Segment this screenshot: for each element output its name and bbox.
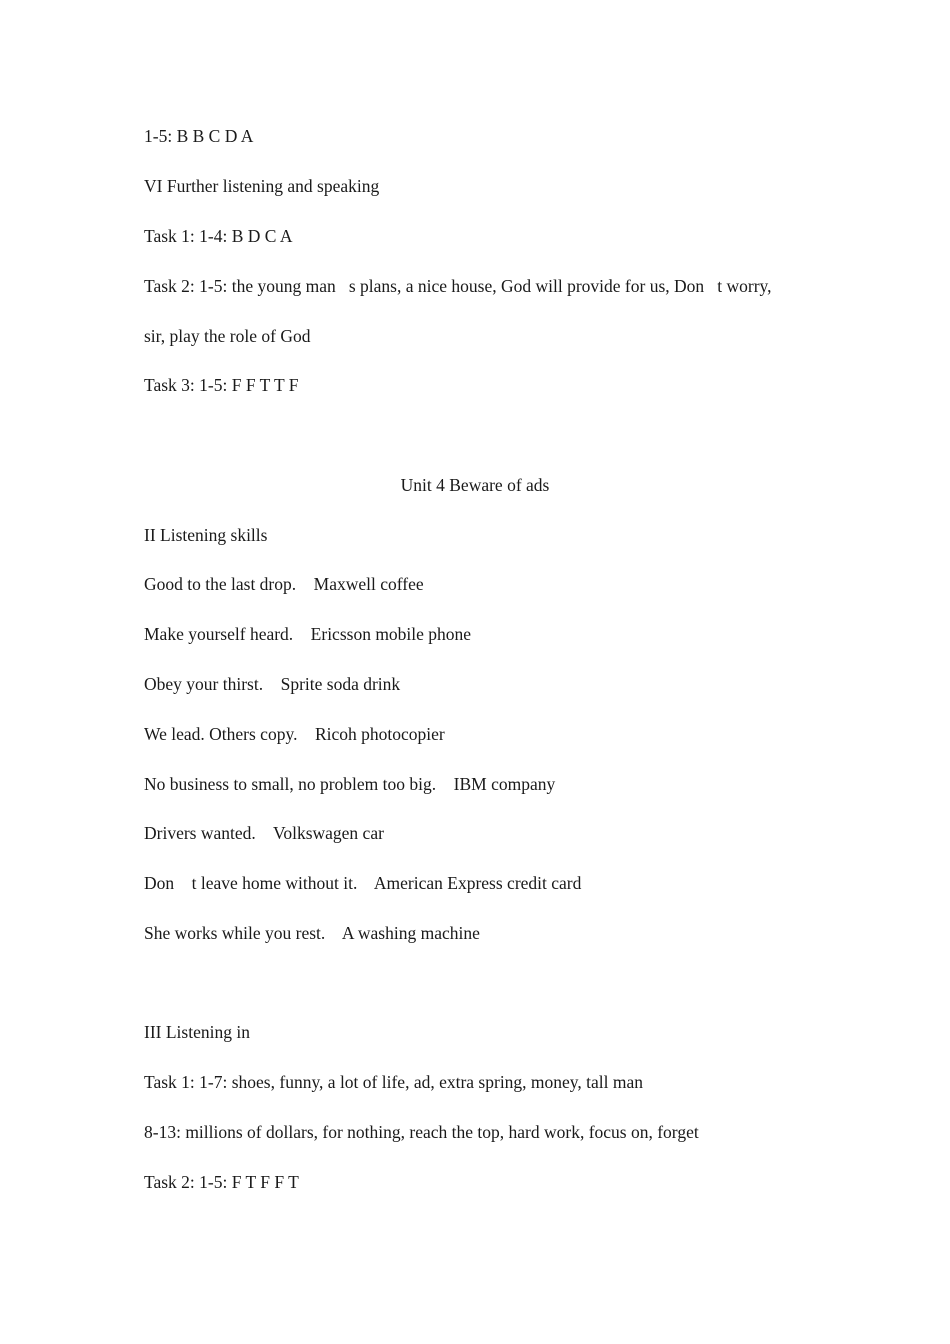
slogan-line: Drivers wanted. Volkswagen car <box>144 823 384 843</box>
answer-line: Task 1: 1-7: shoes, funny, a lot of life, ad, extra spring, money, tall man <box>144 1072 644 1092</box>
slogan-line: Obey your thirst. Sprite soda drink <box>144 674 401 694</box>
slogan-line: Don t leave home without it. American Express credit card <box>144 873 582 893</box>
answer-line: sir, play the role of God <box>144 326 311 346</box>
section-heading: III Listening in <box>144 1022 250 1042</box>
section-heading: II Listening skills <box>144 525 268 545</box>
answer-line: Task 1: 1-4: B D C A <box>144 226 293 246</box>
slogan-line: No business to small, no problem too big. IBM company <box>144 774 556 794</box>
answer-line: 1-5: B B C D A <box>144 126 254 146</box>
slogan-line: Good to the last drop. Maxwell coffee <box>144 574 424 594</box>
answer-line: 8-13: millions of dollars, for nothing, reach the top, hard work, focus on, forget <box>144 1122 699 1142</box>
slogan-line: Make yourself heard. Ericsson mobile phone <box>144 624 472 644</box>
answer-line: Task 2: 1-5: the young man s plans, a nice house, God will provide for us, Don t worry, <box>144 276 772 296</box>
unit-title: Unit 4 Beware of ads <box>400 475 550 495</box>
slogan-line: She works while you rest. A washing machine <box>144 923 480 943</box>
answer-line: Task 2: 1-5: F T F F T <box>144 1172 299 1192</box>
answer-line: Task 3: 1-5: F F T T F <box>144 375 299 395</box>
section-heading: VI Further listening and speaking <box>144 176 380 196</box>
slogan-line: We lead. Others copy. Ricoh photocopier <box>144 724 445 744</box>
